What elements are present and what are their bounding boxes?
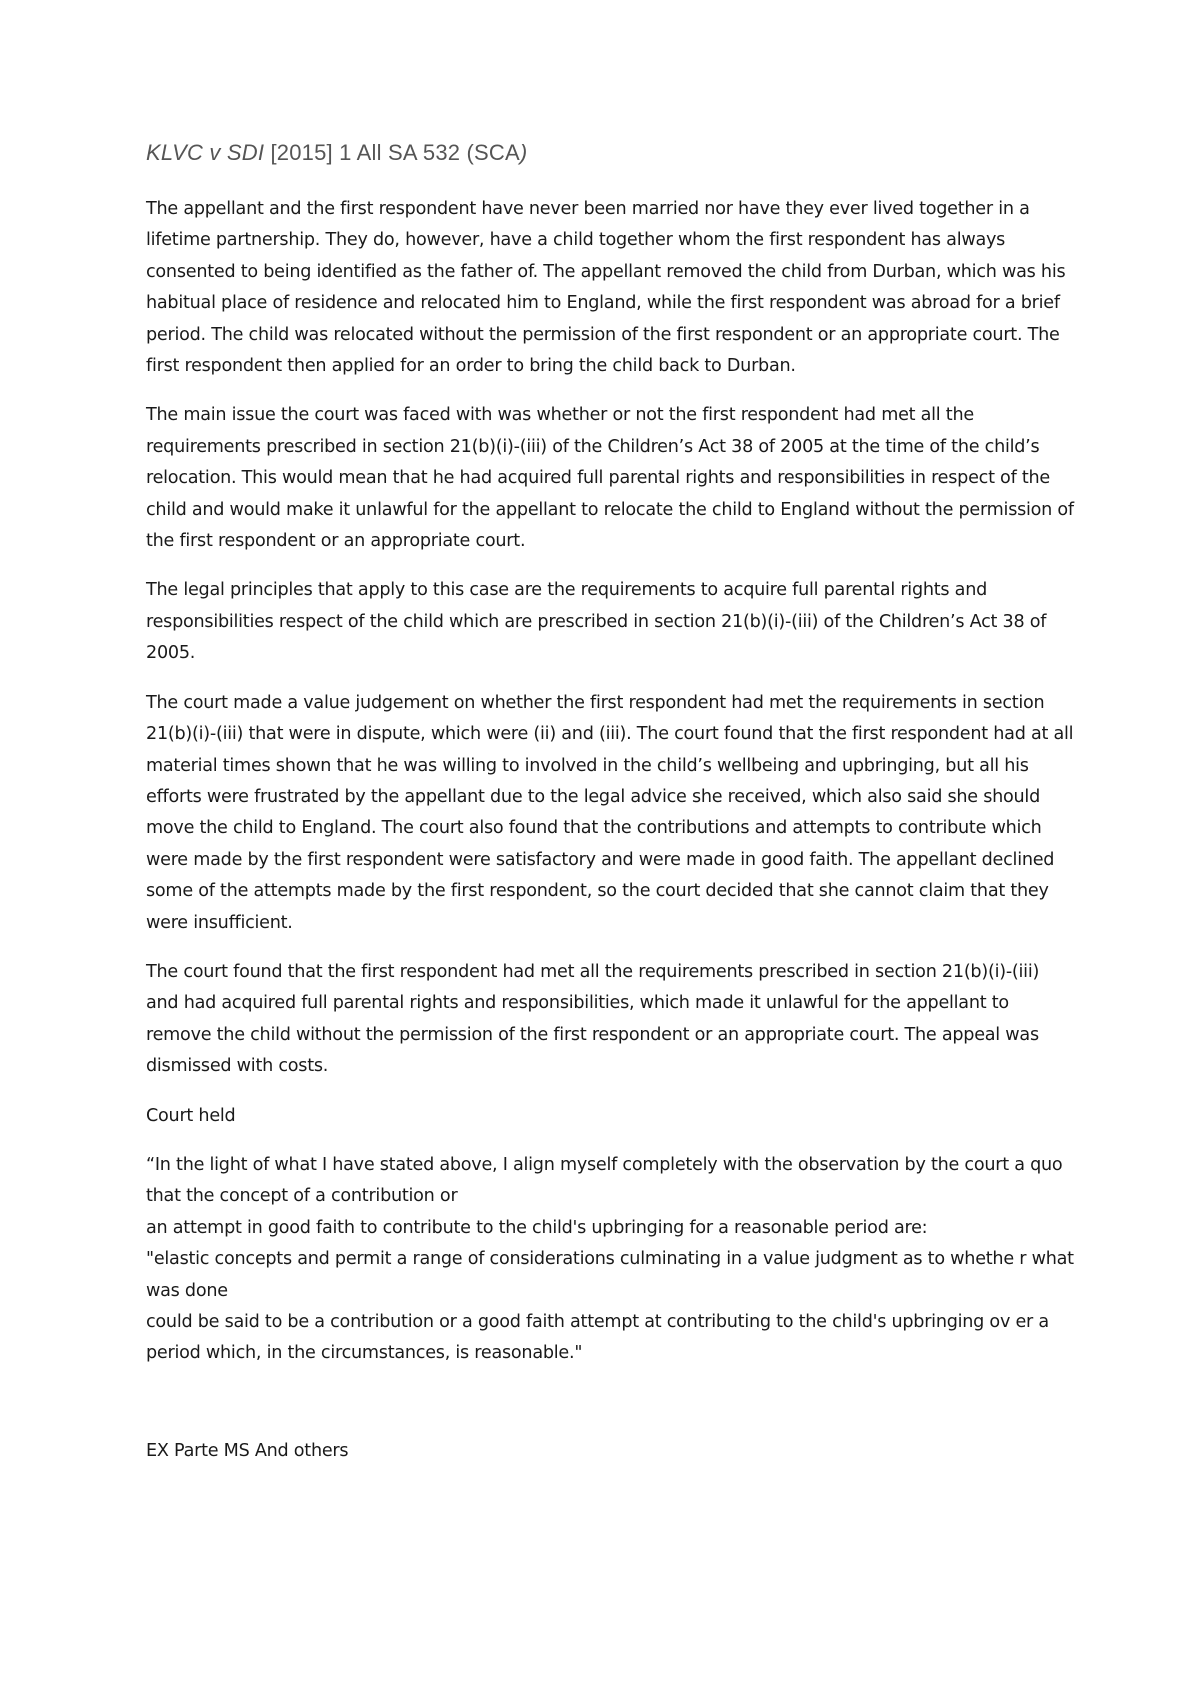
case-name: KLVC v SDI <box>146 140 265 165</box>
paragraph-conclusion: The court found that the first respondent had met all the requirements prescribed in section 21(b)(i)-(iii) and had acquired full parental rights and responsibilities, which made it unlawful for the appellant to remove the child without the permission of the first respondent or an appropriate court. The appeal was dismissed with costs. <box>146 961 1040 1077</box>
case-citation: [2015] 1 All SA 532 (SCA <box>264 140 520 165</box>
quote-line: "elastic concepts and permit a range of considerations culminating in a value judgment as to whethe r what was done <box>146 1249 1074 1301</box>
case-citation-title <box>146 140 1076 166</box>
next-case-heading: EX Parte MS And others <box>146 1440 349 1461</box>
case-citation-close: ) <box>519 140 528 165</box>
paragraph-application: The court made a value judgement on whether the first respondent had met the requirements in section 21(b)(i)-(iii) that were in dispute, which were (ii) and (iii). The court found that the first respondent had at all material times shown that he was willing to involved in the child’s wellbeing and upbringing, but all his efforts were frustrated by the appellant due to the legal advice she received, which also said she should move the child to England. The court also found that the contributions and attempts to contribute which were made by the first respondent were satisfactory and were made in good faith. The appellant declined some of the attempts made by the first respondent, so the court decided that she cannot claim that they were insufficient. <box>146 692 1074 933</box>
court-held-label: Court held <box>146 1105 236 1126</box>
quote-line: “In the light of what I have stated above, I align myself completely with the observation by the court a quo that the concept of a contribution or <box>146 1154 1063 1207</box>
quote-line: an attempt in good faith to contribute to the child's upbringing for a reasonable period are: <box>146 1217 928 1238</box>
quote-line: could be said to be a contribution or a good faith attempt at contributing to the child's upbringing ov er a period which, in the circumstances, is reasonable." <box>146 1312 1049 1364</box>
paragraph-issue: The main issue the court was faced with was whether or not the first respondent had met all the requirements prescribed in section 21(b)(i)-(iii) of the Children’s Act 38 of 2005 at the time of the child’s relocation. This would mean that he had acquired full parental rights and responsibilities in respect of the child and would make it unlawful for the appellant to relocate the child to England without the permission of the first respondent or an appropriate court. <box>146 405 1074 552</box>
document-page <box>146 140 1076 1467</box>
paragraph-legal-principles: The legal principles that apply to this case are the requirements to acquire full parental rights and responsibilities respect of the child which are prescribed in section 21(b)(i)-(iii) of the Children’s Act 38 of 2005. <box>146 580 1047 664</box>
paragraph-facts: The appellant and the first respondent have never been married nor have they ever lived together in a lifetime partnership. They do, however, have a child together whom the first respondent has always consented to being identified as the father of. The appellant removed the child from Durban, which was his habitual place of residence and relocated him to England, while the first respondent was abroad for a brief period. The child was relocated without the permission of the first respondent or an appropriate court. The first respondent then applied for an order to bring the child back to Durban. <box>146 199 1066 377</box>
court-held-quote <box>146 1150 1076 1370</box>
